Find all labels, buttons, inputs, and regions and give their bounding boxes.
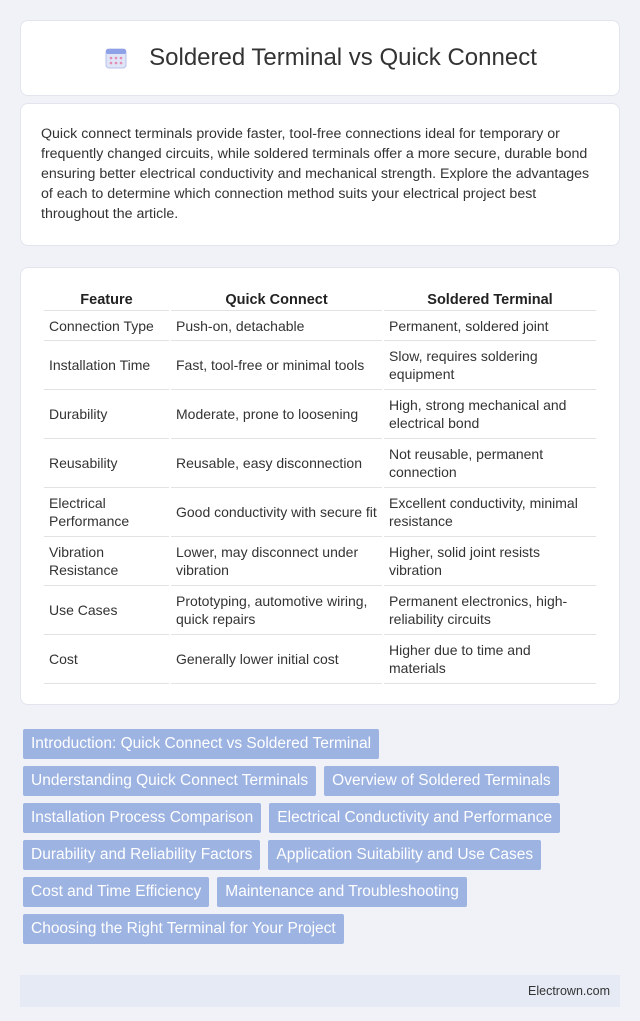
- tag-electrical-conductivity[interactable]: Electrical Conductivity and Performance: [269, 803, 560, 833]
- feature-cell: Connection Type: [44, 311, 169, 341]
- feature-cell: Installation Time: [44, 341, 169, 390]
- soldered-cell: Slow, requires soldering equipment: [384, 341, 596, 390]
- tag-durability-reliability[interactable]: Durability and Reliability Factors: [23, 840, 260, 870]
- table-header-row: [44, 288, 596, 311]
- feature-cell: Electrical Performance: [44, 488, 169, 537]
- tag-introduction[interactable]: Introduction: Quick Connect vs Soldered Terminal: [23, 729, 379, 759]
- tag-cost-time[interactable]: Cost and Time Efficiency: [23, 877, 209, 907]
- tag-maintenance[interactable]: Maintenance and Troubleshooting: [217, 877, 467, 907]
- tag-overview-soldered[interactable]: Overview of Soldered Terminals: [324, 766, 559, 796]
- soldered-cell: Higher, solid joint resists vibration: [384, 537, 596, 586]
- feature-cell: Durability: [44, 390, 169, 439]
- soldered-cell: Permanent electronics, high-reliability circuits: [384, 586, 596, 635]
- quick-connect-cell: Fast, tool-free or minimal tools: [171, 341, 382, 390]
- quick-connect-cell: Good conductivity with secure fit: [171, 488, 382, 537]
- table-row: [44, 390, 596, 439]
- footer-site-name[interactable]: Electrown.com: [528, 984, 610, 998]
- page-title: Soldered Terminal vs Quick Connect: [149, 44, 537, 71]
- header-soldered-terminal: Soldered Terminal: [384, 288, 596, 311]
- table-row: [44, 586, 596, 635]
- intro-text: Quick connect terminals provide faster, tool-free connections ideal for temporary or frequently changed circuits, while soldered terminals offer a more secure, durable bond ensuring better electrical conductivity and mechanical strength. Explore the advantages of each to determine which connection method suits your electrical project best throughout the article.: [41, 126, 590, 222]
- quick-connect-cell: Lower, may disconnect under vibration: [171, 537, 382, 586]
- header-feature: Feature: [44, 288, 169, 311]
- table-row: [44, 537, 596, 586]
- tag-application-suitability[interactable]: Application Suitability and Use Cases: [268, 840, 541, 870]
- soldered-cell: High, strong mechanical and electrical bond: [384, 390, 596, 439]
- feature-cell: Use Cases: [44, 586, 169, 635]
- soldered-cell: Not reusable, permanent connection: [384, 439, 596, 488]
- table-row: [44, 341, 596, 390]
- table-row: [44, 635, 596, 684]
- calendar-icon: [103, 45, 129, 71]
- comparison-table-card: [20, 267, 620, 705]
- quick-connect-cell: Reusable, easy disconnection: [171, 439, 382, 488]
- soldered-cell: Permanent, soldered joint: [384, 311, 596, 341]
- table-row: [44, 488, 596, 537]
- quick-connect-cell: Generally lower initial cost: [171, 635, 382, 684]
- quick-connect-cell: Prototyping, automotive wiring, quick repairs: [171, 586, 382, 635]
- topic-tags: [23, 729, 620, 944]
- comparison-table: [42, 288, 598, 684]
- tag-understanding-quick-connect[interactable]: Understanding Quick Connect Terminals: [23, 766, 316, 796]
- tag-choosing-terminal[interactable]: Choosing the Right Terminal for Your Project: [23, 914, 344, 944]
- quick-connect-cell: Push-on, detachable: [171, 311, 382, 341]
- header-quick-connect: Quick Connect: [171, 288, 382, 311]
- intro-card: [20, 103, 620, 246]
- feature-cell: Vibration Resistance: [44, 537, 169, 586]
- feature-cell: Cost: [44, 635, 169, 684]
- soldered-cell: Higher due to time and materials: [384, 635, 596, 684]
- table-row: [44, 439, 596, 488]
- feature-cell: Reusability: [44, 439, 169, 488]
- quick-connect-cell: Moderate, prone to loosening: [171, 390, 382, 439]
- footer: [20, 975, 620, 1007]
- tag-installation-process[interactable]: Installation Process Comparison: [23, 803, 261, 833]
- table-row: [44, 311, 596, 341]
- header-card: [20, 20, 620, 96]
- soldered-cell: Excellent conductivity, minimal resistance: [384, 488, 596, 537]
